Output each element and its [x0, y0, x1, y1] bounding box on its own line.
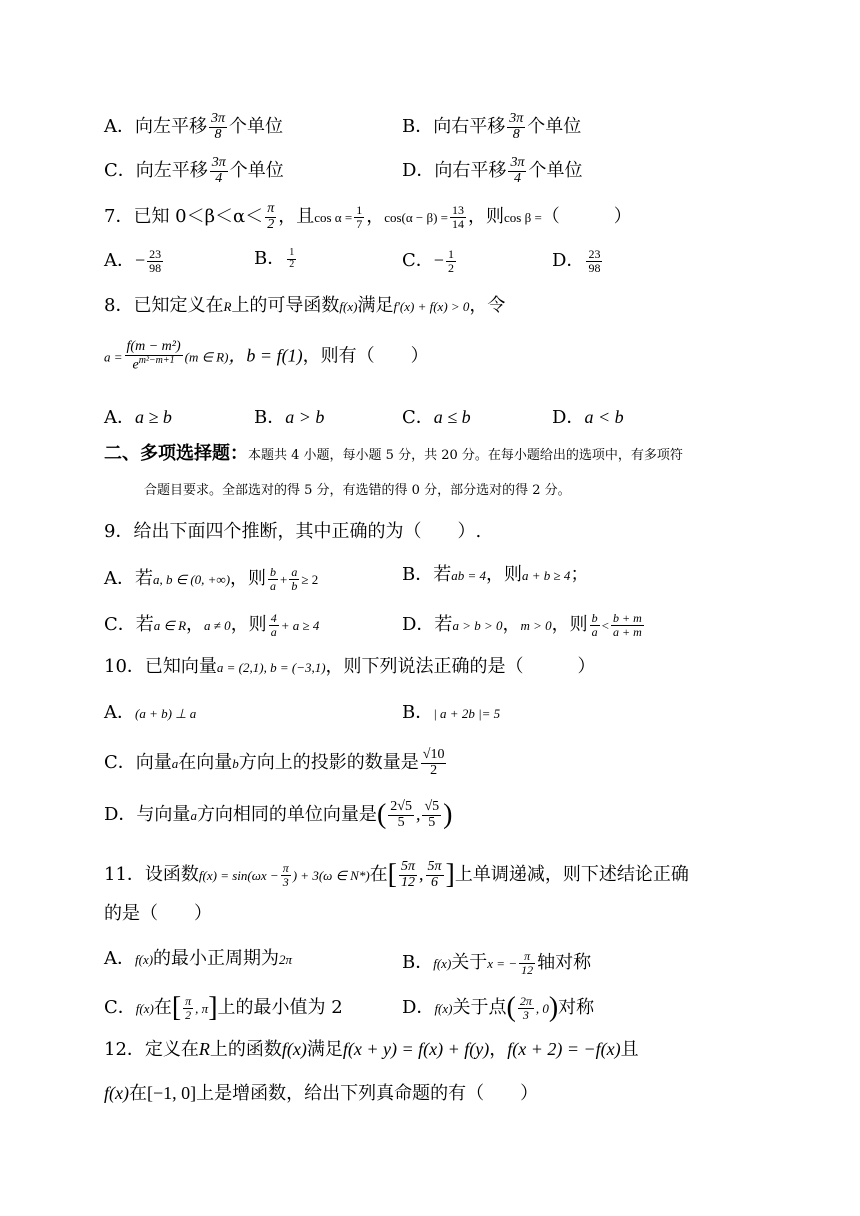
q11-stem: 11．设函数f(x) = sin(ωx − $\frac{\pi}{3}$ ) + 3(ω ∈ N*)在[ $\frac{5\pi}{12}$ , $\frac{5\pi}{6}$ ]上单调递减，则下述结论正确	[104, 859, 689, 891]
q7-option-d[interactable]: D． $\frac{23}{98}$	[552, 247, 601, 275]
section2-title: 二、多项选择题：	[104, 443, 248, 464]
q6-option-d[interactable]: D．向右平移 $\frac{3\pi}{4}$ 个单位	[402, 155, 583, 186]
q8-stem: 8．已知定义在R上的可导函数f(x)满足f′(x) + f(x) > 0，令	[104, 295, 506, 316]
q8-option-c[interactable]: C．a ≤ b	[402, 407, 471, 428]
q10-option-c[interactable]: C．向量a在向量b方向上的投影的数量是 $\frac{√10}{2}$	[104, 747, 445, 778]
q9-option-d[interactable]: D．若a > b > 0，m > 0，则 $\frac{b}{a}$ < $\frac{b + m}{a + m}$	[402, 611, 642, 639]
q7-stem: 7．已知 0＜β＜α＜ $\frac{\pi}{2}$ ，且cos α = $\frac{1}{7}$ ，cos(α − β) = $\frac{13}{14}$ ，则cos β =（ ）	[104, 201, 632, 232]
q7-option-c[interactable]: C．− $\frac{1}{2}$	[402, 247, 454, 275]
q10-option-d[interactable]: D．与向量a方向相同的单位向量是( $\frac{2√5}{5}$ , $\frac{√5}{5}$ )	[104, 799, 453, 831]
q8-option-d[interactable]: D．a < b	[552, 407, 624, 428]
q9-option-b[interactable]: B．若ab = 4，则a + b ≥ 4；	[402, 564, 589, 585]
q10-stem: 10．已知向量a = (2,1), b = (−3,1)，则下列说法正确的是（ ）	[104, 656, 596, 677]
q9-stem: 9．给出下面四个推断，其中正确的为（ ）.	[104, 521, 482, 542]
q6-option-b[interactable]: B．向右平移 $\frac{3\pi}{8}$ 个单位	[402, 111, 582, 142]
q12-stem-cont: f(x)在[−1, 0]上是增函数，给出下列真命题的有（ ）	[104, 1083, 539, 1104]
q12-stem: 12．定义在R上的函数f(x)满足f(x + y) = f(x) + f(y)，f(x + 2) = −f(x)且	[104, 1039, 639, 1060]
q8-definition: a = $\frac{\text{f(m − m²)}}{e^{m^2-m+1}}$ (m ∈ R)，b = f(1)，则有（ ）	[104, 339, 429, 373]
q11-option-b[interactable]: B．f(x)关于x = − $\frac{\pi}{12}$ 轴对称	[402, 949, 592, 977]
q11-option-d[interactable]: D．f(x)关于点( $\frac{2\pi}{3}$ , 0)对称	[402, 992, 595, 1023]
q9-option-a[interactable]: A．若a, b ∈ (0, +∞)，则 $\frac{b}{a}$ + $\frac{a}{b}$ ≥ 2	[104, 565, 319, 593]
section2-header	[104, 445, 860, 463]
section2-desc: 本题共 4 小题，每小题 5 分，共 20 分。在每小题给出的选项中，有多项符	[248, 448, 683, 463]
q10-option-a[interactable]: A．(a + b) ⊥ a	[104, 702, 197, 723]
q6-option-c[interactable]: C．向左平移 $\frac{3\pi}{4}$ 个单位	[104, 155, 284, 186]
q7-option-b[interactable]: B． $\frac{1}{2}$	[254, 247, 295, 270]
q11-stem-cont: 的是（ ）	[104, 903, 212, 924]
q11-option-a[interactable]: A．f(x)的最小正周期为2π	[104, 948, 293, 969]
q8-option-b[interactable]: B．a > b	[254, 407, 325, 428]
q9-option-c[interactable]: C．若a ∈ R，a ≠ 0，则 $\frac{4}{a}$ + a ≥ 4	[104, 611, 320, 639]
q10-option-b[interactable]: B．| a + 2b |= 5	[402, 702, 501, 723]
section2-desc-cont: 合题目要求。全部选对的得 5 分，有选错的得 0 分，部分选对的得 2 分。	[144, 483, 571, 498]
q7-option-a[interactable]: A．− $\frac{23}{98}$	[104, 247, 162, 275]
q6-option-a[interactable]: A．向左平移 $\frac{3\pi}{8}$ 个单位	[104, 111, 284, 142]
q11-option-c[interactable]: C．f(x)在[ $\frac{\pi}{2}$ , π]上的最小值为 2	[104, 992, 343, 1023]
q8-option-a[interactable]: A．a ≥ b	[104, 407, 172, 428]
